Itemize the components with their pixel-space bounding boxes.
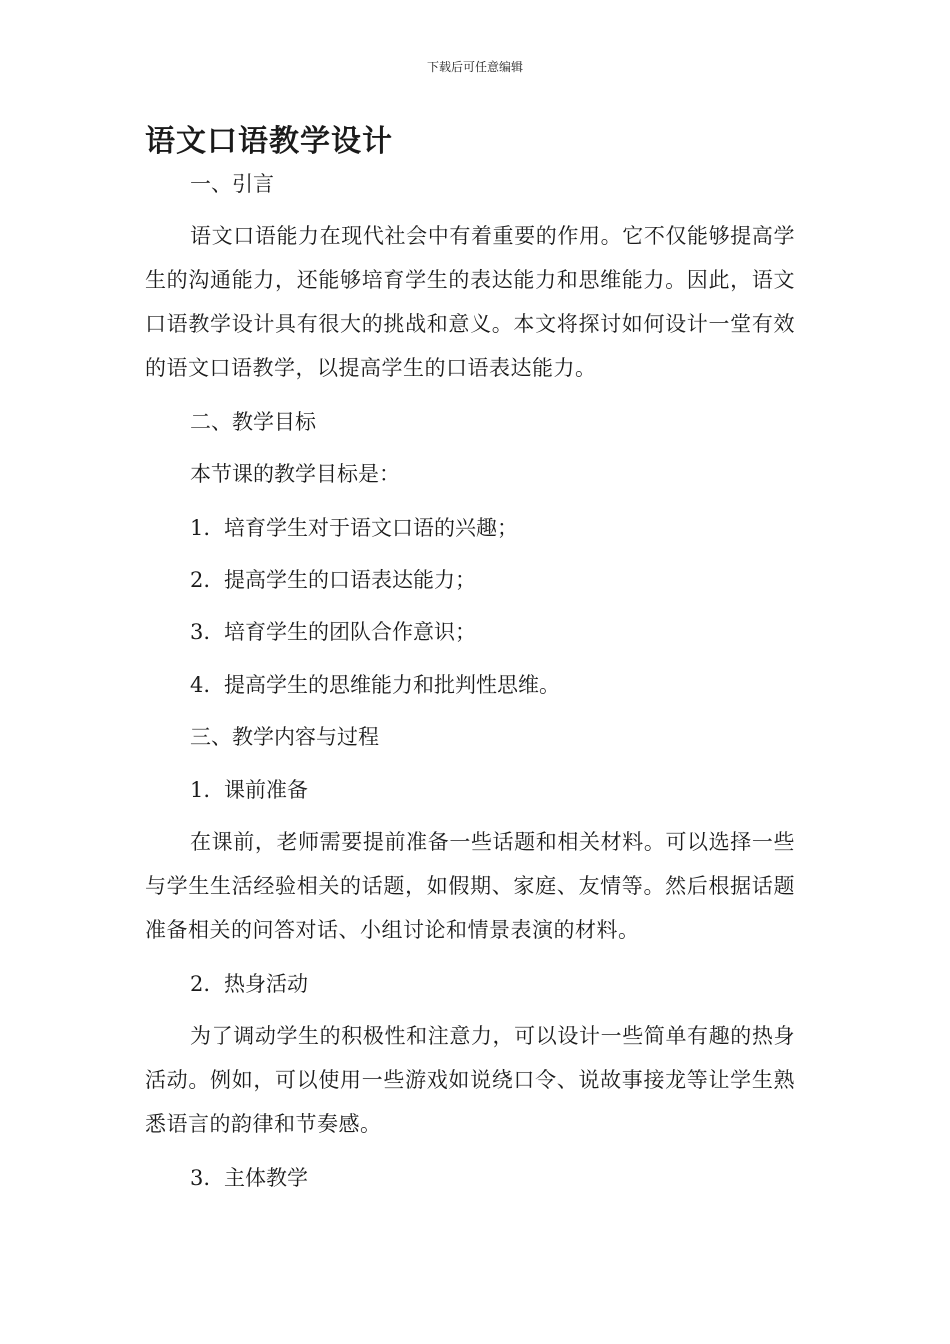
goal-number: 4. (190, 673, 211, 697)
step-number: 3. (190, 1166, 211, 1190)
step-number: 2. (190, 972, 211, 996)
step-text: 热身活动 (224, 972, 308, 996)
page-header: 下载后可任意编辑 (426, 60, 523, 74)
goal-text: 培育学生对于语文口语的兴趣； (224, 516, 518, 540)
step-heading (190, 962, 795, 1006)
step-heading (190, 1156, 795, 1200)
section-heading-goals: 二、教学目标 (190, 410, 316, 434)
section-heading-intro: 一、引言 (190, 172, 274, 196)
goal-text: 培育学生的团队合作意识； (224, 620, 476, 644)
goals-intro-text: 本节课的教学目标是： (190, 462, 400, 486)
goal-number: 2. (190, 568, 211, 592)
paragraph-warmup: 为了调动学生的积极性和注意力，可以设计一些简单有趣的热身活动。例如，可以使用一些游戏如说绕口令、说故事接龙等让学生熟悉语言的韵律和节奏感。 (145, 1024, 795, 1136)
step-heading (190, 768, 795, 812)
paragraph-intro: 语文口语能力在现代社会中有着重要的作用。它不仅能够提高学生的沟通能力，还能够培育学生的表达能力和思维能力。因此，语文口语教学设计具有很大的挑战和意义。本文将探讨如何设计一堂有效的语文口语教学，以提高学生的口语表达能力。 (145, 224, 795, 380)
step-text: 主体教学 (224, 1166, 308, 1190)
paragraph-preparation: 在课前，老师需要提前准备一些话题和相关材料。可以选择一些与学生生活经验相关的话题，如假期、家庭、友情等。然后根据话题准备相关的问答对话、小组讨论和情景表演的材料。 (145, 830, 795, 942)
goal-number: 3. (190, 620, 211, 644)
goal-item (190, 663, 795, 707)
goal-text: 提高学生的思维能力和批判性思维。 (224, 673, 560, 697)
goal-item (190, 558, 795, 602)
section-heading-process: 三、教学内容与过程 (190, 725, 379, 749)
document-title: 语文口语教学设计 (145, 124, 393, 159)
step-number: 1. (190, 778, 211, 802)
goal-item (190, 610, 795, 654)
goal-number: 1. (190, 516, 211, 540)
step-text: 课前准备 (224, 778, 308, 802)
goal-text: 提高学生的口语表达能力； (224, 568, 476, 592)
goal-item (190, 506, 795, 550)
